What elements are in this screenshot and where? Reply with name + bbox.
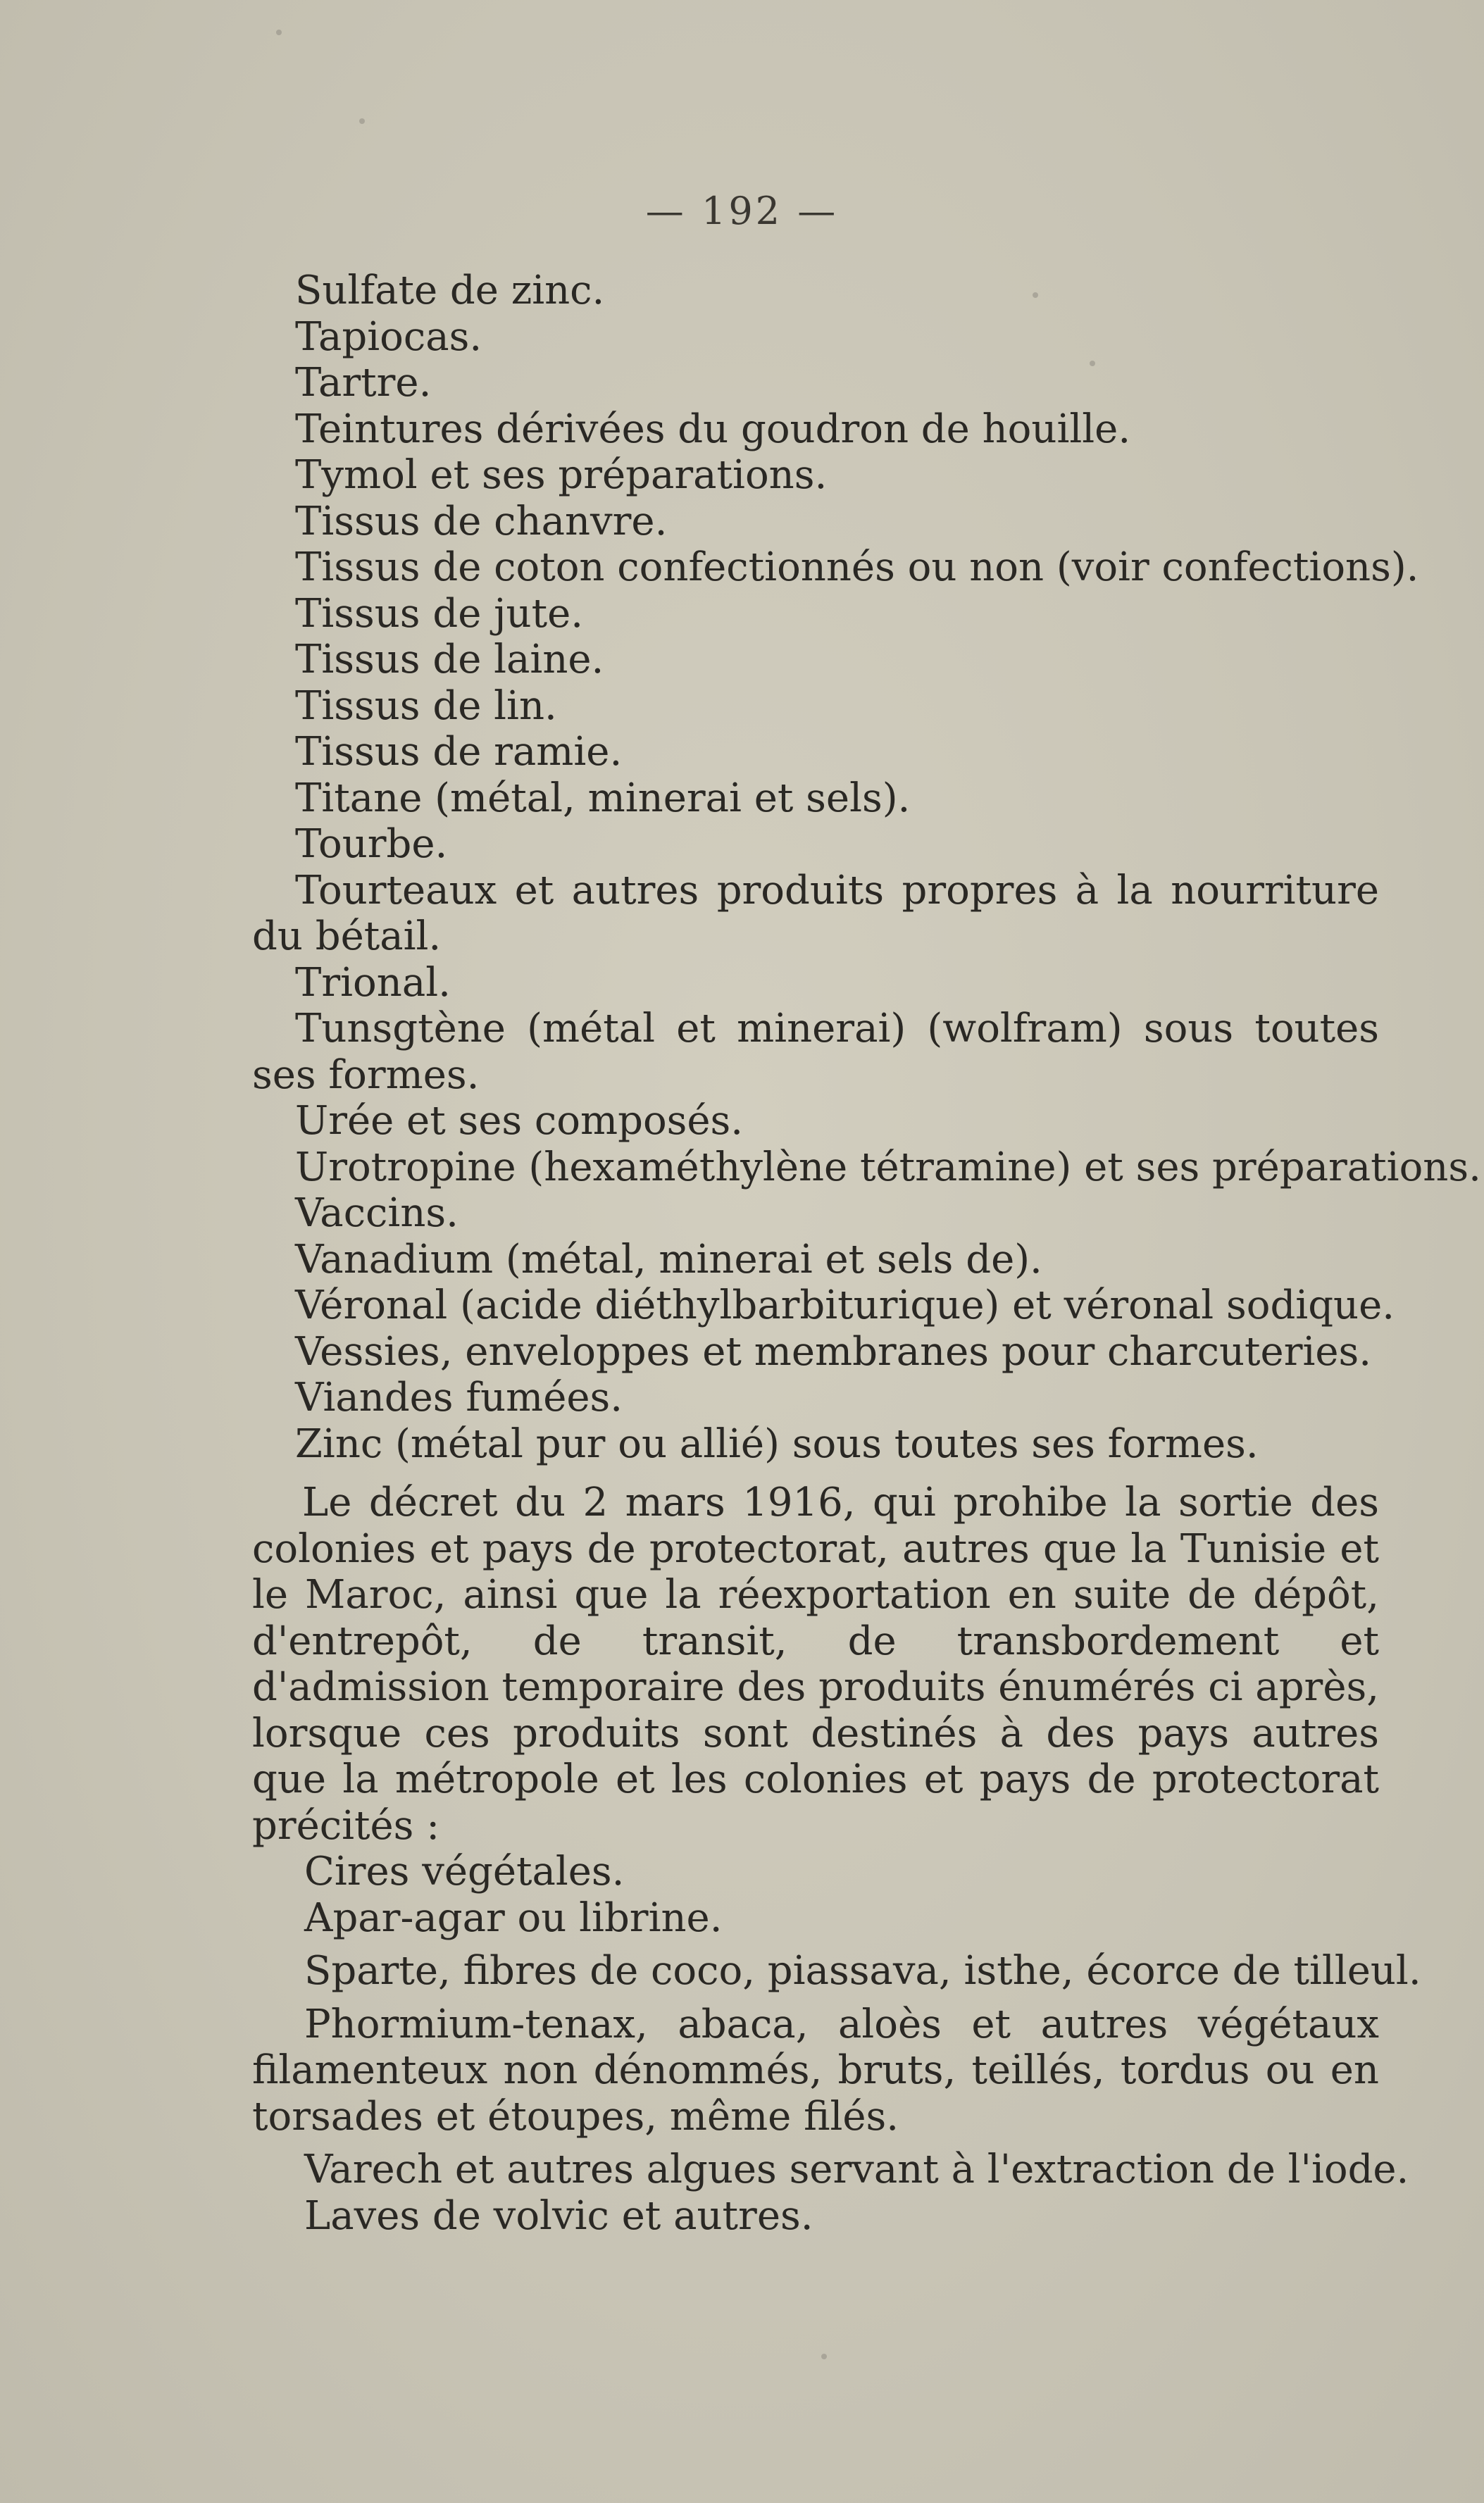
list-item: Teintures dérivées du goudron de houille. [295, 406, 1131, 452]
list-item: Tunsgtène (métal et minerai) (wolfram) sous toutes ses formes. [252, 1006, 1379, 1098]
paper-speck [359, 118, 365, 124]
list-item: Varech et autres algues servant à l'extraction de l'iode. [304, 2147, 1409, 2192]
list-item: Sulfate de zinc. [295, 268, 605, 313]
list-item: Titane (métal, minerai et sels). [295, 775, 911, 821]
list-item: Apar-agar ou librine. [304, 1895, 723, 1941]
document-body [252, 268, 1481, 2239]
list-item: Vanadium (métal, minerai et sels de). [295, 1236, 1042, 1282]
list-item: Trional. [295, 959, 451, 1006]
paper-speck [276, 30, 282, 35]
list-item: Tissus de chanvre. [295, 498, 668, 544]
list-item: Sparte, fibres de coco, piassava, isthe, écorce de tilleul. [304, 1948, 1421, 1994]
decree-paragraph: Le décret du 2 mars 1916, qui prohibe la sortie des colonies et pays de protectorat, autres que la Tunisie et le Maroc, ainsi que la réexportation en suite de dépôt, d'entrepôt, de transit, de transbordement et d'admission temporaire des produits énumérés ci après, lorsque ces produits sont destinés à des pays autres que la métropole et les colonies et pays de protectorat précités : [252, 1480, 1379, 1849]
list-item: Cires végétales. [304, 1849, 625, 1895]
list-item: Tissus de coton confectionnés ou non (voir confections). [295, 544, 1419, 590]
list-item: Laves de volvic et autres. [304, 2192, 813, 2239]
list-item: Vaccins. [295, 1190, 459, 1236]
page-number: — 192 — [645, 189, 839, 233]
list-item: Viandes fumées. [295, 1375, 623, 1421]
list-item: Phormium-tenax, abaca, aloès et autres végétaux filamenteux non dénommés, bruts, teillés, tordus ou en torsades et étoupes, même filés. [252, 2001, 1379, 2140]
product-list [252, 268, 1481, 1467]
list-item: Urée et ses composés. [295, 1098, 744, 1144]
paper-speck [821, 2354, 827, 2359]
list-item: Véronal (acide diéthylbarbiturique) et véronal sodique. [295, 1282, 1395, 1328]
list-item: Tartre. [295, 360, 432, 406]
list-item: Vessies, enveloppes et membranes pour charcuteries. [295, 1328, 1372, 1375]
list-item: Tissus de jute. [295, 590, 584, 637]
list-item: Tissus de laine. [295, 637, 604, 682]
list-item: Tourteaux et autres produits propres à la nourriture du bétail. [252, 867, 1379, 959]
list-item: Tourbe. [295, 821, 448, 867]
list-item: Tissus de lin. [295, 682, 557, 729]
list-item: Tapiocas. [295, 313, 482, 360]
decree-product-list [252, 1849, 1421, 2239]
list-item: Tymol et ses préparations. [295, 452, 828, 498]
list-item: Tissus de ramie. [295, 729, 623, 775]
list-item: Zinc (métal pur ou allié) sous toutes ses formes. [295, 1421, 1259, 1467]
list-item: Urotropine (hexaméthylène tétramine) et ses préparations. [295, 1144, 1481, 1190]
